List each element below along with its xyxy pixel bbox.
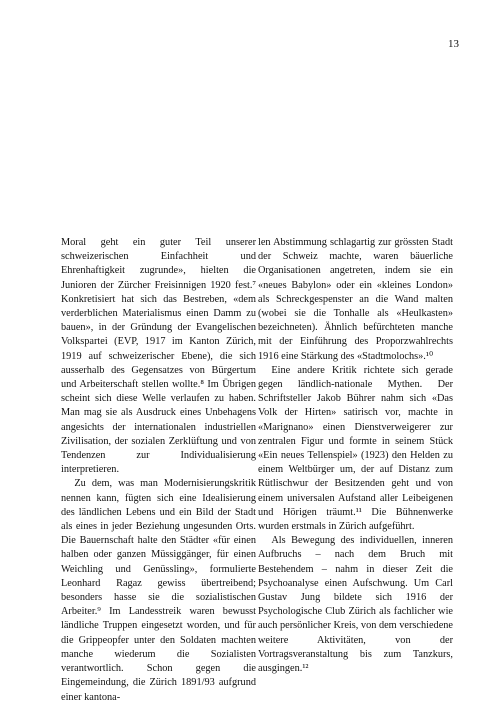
paragraph: len Abstimmung schlagartig zur grössten Stadt der Schweiz machte, waren bäuerliche Organisationen angetreten, indem sie ein «neues Babylon» oder ein «kleines London» als Schreckgespenster an die Wand malten (wobei sie die Tonhalle als «Heulkasten» bezeichneten). Ähnlich befürchteten manche mit der Einführung des Proporzwahlrechts 1916 eine Stärkung des «Stadtmolochs».¹⁰ <box>258 237 453 362</box>
paragraph: Zu dem, was man Modernisierungskritik nennen kann, fügten sich eine Idealisierung des ländlichen Lebens und ein Bild der Stadt als eines in jeder Beziehung ungesunden Orts. Die Bauernschaft halte den Städter «für einen halben oder ganzen Müssiggänger, für einen Weichling und Genüssling», formulierte Leonhard Ragaz gewiss übertreibend; besonders hasse sie die sozialistischen Arbeiter.⁹ Im Landesstreik waren bewusst ländliche Truppen eingesetzt worden, und für die Grippeopfer unter den Soldaten machten manche wiederum die Sozialisten verantwortlich. Schon gegen die Eingemeindung, die Zürich 1891/93 aufgrund einer kantona- <box>61 478 256 703</box>
right-text-column <box>258 236 453 676</box>
paragraph: Moral geht ein guter Teil unserer schweizerischen Einfachheit und Ehrenhaftigkeit zugrunde», hielten die Junioren der Zürcher Freisinnigen 1920 fest.⁷ Konkretisiert hat sich das Bestreben, «dem verderblichen Materialismus einen Damm zu bauen», in der Gründung der Evangelischen Volkspartei (EVP, 1917 im Kanton Zürich, 1919 auf schweizerischer Ebene), die sich ausserhalb des Gegensatzes von Bürgertum und Arbeiterschaft stellen wollte.⁸ Im Übrigen scheint sich diese Welle verlaufen zu haben. Man mag sie als Ausdruck eines Unbehagens angesichts der internationalen industriellen Zivilisation, der sozialen Zerklüftung und von Tendenzen zur Individualisierung interpretieren. <box>61 237 256 476</box>
paragraph: Als Bewegung des individuellen, inneren Aufbruchs – nach dem Bruch mit Bestehendem – nahm in dieser Zeit die Psychoanalyse einen Aufschwung. Um Carl Gustav Jung bildete sich 1916 der Psychologische Club Zürich als fachlicher wie auch persönlicher Kreis, von dem verschiedene weitere Aktivitäten, von der Vortragsveranstaltung bis zum Tanzkurs, ausgingen.¹² <box>258 535 453 675</box>
paragraph: Eine andere Kritik richtete sich gerade gegen ländlich-nationale Mythen. Der Schriftsteller Jakob Bührer nahm sich «Das Volk der Hirten» satirisch vor, machte in «Marignano» einen Dienstverweigerer zur zentralen Figur und formte in seinem Stück «Ein neues Tellenspiel» (1923) den Helden zu einem Weltbürger um, der auf Distanz zum Rütlischwur der Besitzenden geht und von einem universalen Aufstand aller Leibeigenen und Hörigen träumt.¹¹ Die Bühnenwerke wurden erstmals in Zürich aufgeführt. <box>258 364 453 533</box>
page-number: 13 <box>448 38 459 50</box>
left-text-column <box>61 236 256 705</box>
